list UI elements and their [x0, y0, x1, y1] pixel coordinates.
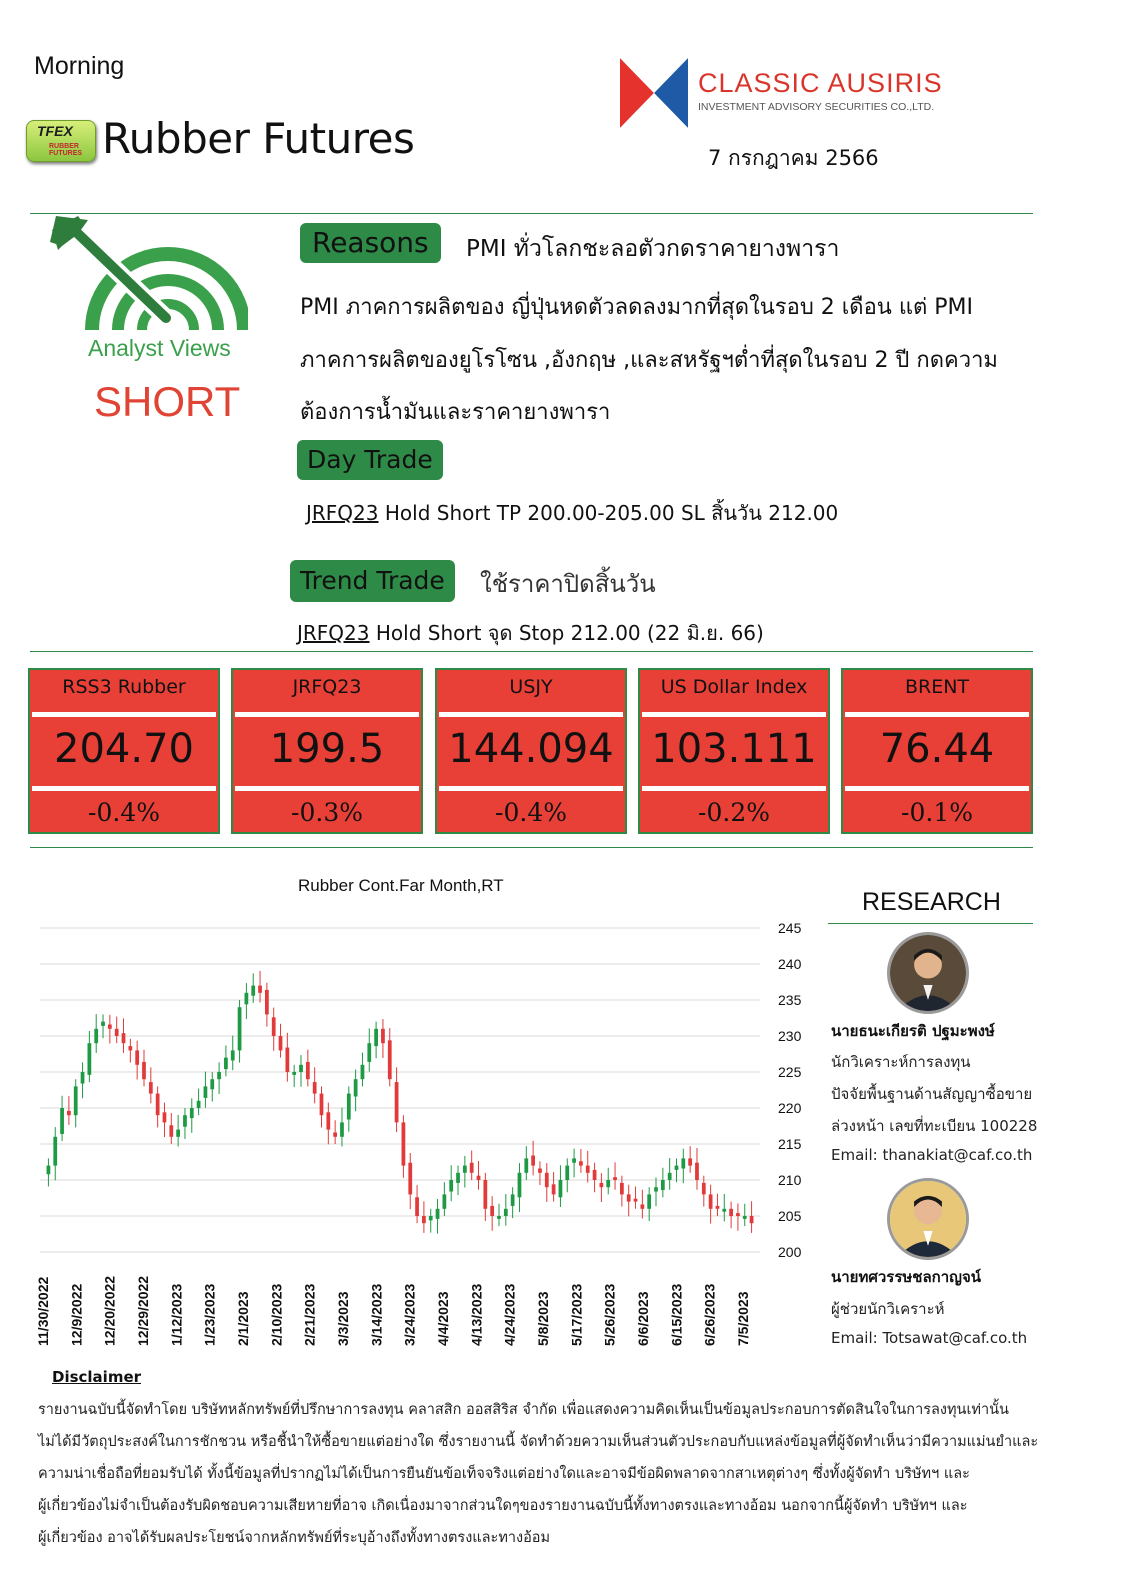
candle-body [149, 1082, 153, 1094]
x-tick-label: 7/5/2023 [735, 1291, 751, 1346]
candle-body [361, 1065, 365, 1079]
company-logo-icon [620, 58, 688, 128]
candle-body [456, 1173, 460, 1183]
candle-body [743, 1216, 747, 1219]
candle-body [654, 1187, 658, 1191]
quote-value: 204.70 [54, 726, 194, 772]
candle-body [442, 1194, 446, 1208]
candle-body [627, 1194, 631, 1201]
y-tick-label: 240 [778, 956, 802, 972]
quote-name: BRENT [904, 676, 970, 698]
candle-body [217, 1072, 221, 1079]
candle-body [340, 1122, 344, 1136]
quote-change: -0.2% [698, 798, 770, 827]
candle-body [477, 1176, 481, 1180]
researcher-name: นายธนะเกียรติ ปฐมะพงษ์ [831, 1022, 995, 1040]
card-separator [235, 786, 419, 791]
trend-trade-recommendation [297, 617, 764, 649]
trend-trade-note: ใช้ราคาปิดสิ้นวัน [480, 570, 656, 598]
candle-body [306, 1062, 310, 1079]
candle-body [299, 1065, 303, 1072]
candle-body [101, 1022, 105, 1026]
disclaimer-line: รายงานฉบับนี้จัดทำโดย บริษัทหลักทรัพย์ที่ปรึกษาการลงทุน คลาสสิก ออสสิริส จำกัด เพื่อแสดงความคิดเห็นเป็นข้อมูลประกอบการตัดสินใจในการลงทุนเท่านั้น [38, 1402, 1009, 1418]
candle-body [74, 1086, 78, 1115]
candle-body [87, 1043, 91, 1075]
quote-value: 199.5 [269, 726, 385, 772]
reason-headline: PMI ทั่วโลกชะลอตัวกดราคายางพารา [466, 236, 840, 262]
card-separator [845, 786, 1029, 791]
disclaimer-line: ผู้เกี่ยวข้องไม่จำเป็นต้องรับผิดชอบความเสียหายที่อาจ เกิดเนื่องมาจากส่วนใดๆของรายงานฉบับนี้ทั้งทางตรงและทางอ้อม นอกจากนี้ผู้จัดทำ บริษัทฯ และ [38, 1498, 968, 1514]
reason-line: ภาคการผลิตของยูโรโซน ,อังกฤษ ,และสหรัฐฯต่ำที่สุดในรอบ 2 ปี กดความ [300, 348, 998, 373]
x-tick-label: 12/29/2022 [135, 1275, 151, 1346]
candle-body [647, 1194, 651, 1208]
researcher-detail: ปัจจัยพื้นฐานด้านสัญญาซื้อขาย [831, 1085, 1033, 1103]
candle-body [272, 1017, 276, 1036]
x-tick-label: 2/1/2023 [235, 1291, 251, 1346]
quote-value: 76.44 [879, 726, 995, 772]
candle-body [668, 1173, 672, 1180]
candle-body [354, 1079, 358, 1096]
quote-change: -0.3% [291, 798, 363, 827]
quote-card-dollar-index [638, 668, 830, 834]
x-tick-label: 12/9/2022 [68, 1283, 85, 1346]
card-separator [439, 712, 623, 717]
disclaimer-line: ผู้เกี่ยวข้อง อาจได้รับผลประโยชน์จากหลักทรัพย์ที่ระบุอ้างถึงทั้งทางตรงและทางอ้อม [38, 1530, 551, 1546]
candle-body [320, 1094, 324, 1116]
reasons-tag: Reasons [300, 223, 441, 263]
candle-body [593, 1170, 597, 1180]
candle-body [156, 1094, 160, 1116]
quote-change: -0.1% [901, 798, 973, 827]
page-title: Rubber Futures [102, 114, 415, 163]
x-tick-label: 4/13/2023 [468, 1283, 485, 1346]
target-dart-icon [48, 210, 248, 338]
candle-body [197, 1101, 201, 1108]
card-separator [439, 786, 623, 791]
divider [30, 847, 1033, 848]
candle-body [436, 1209, 440, 1219]
candle-body [395, 1082, 399, 1122]
candle-body [279, 1036, 283, 1050]
x-tick-label: 4/24/2023 [501, 1283, 518, 1346]
candle-body [565, 1166, 569, 1180]
day-trade-recommendation [306, 497, 838, 529]
avatar [887, 1178, 969, 1260]
x-tick-label: 4/4/2023 [435, 1291, 451, 1346]
candle-body [497, 1216, 501, 1219]
candle-body [60, 1108, 64, 1134]
candle-body [463, 1166, 467, 1173]
quote-value: 103.111 [651, 726, 817, 772]
reason-line: PMI ภาคการผลิตของ ญี่ปุ่นหดตัวลดลงมากที่สุดในรอบ 2 เดือน แต่ PMI [300, 295, 974, 320]
company-name: CLASSIC AUSIRIS [698, 68, 943, 98]
candle-body [367, 1043, 371, 1062]
y-tick-label: 210 [778, 1172, 802, 1188]
candle-body [634, 1199, 638, 1202]
quote-name: RSS3 Rubber [62, 676, 186, 698]
candle-body [122, 1033, 126, 1043]
day-trade-symbol: JRFQ23 [306, 501, 379, 525]
candle-body [716, 1206, 720, 1209]
card-separator [32, 712, 216, 717]
researcher-email: Email: thanakiat@caf.co.th [831, 1146, 1033, 1164]
x-tick-label: 1/23/2023 [201, 1283, 218, 1346]
candle-body [695, 1163, 699, 1180]
candle-body [142, 1062, 146, 1079]
quote-change: -0.4% [495, 798, 567, 827]
candle-body [661, 1180, 665, 1190]
candle-body [292, 1072, 296, 1075]
tfex-logo-subtext: RUBBER FUTURES [49, 143, 83, 157]
candle-body [422, 1216, 426, 1223]
candle-body [285, 1048, 289, 1072]
tfex-logo [26, 120, 96, 162]
candle-body [47, 1166, 51, 1175]
company-subtitle: INVESTMENT ADVISORY SECURITIES CO.,LTD. [698, 101, 935, 113]
y-tick-label: 220 [778, 1100, 802, 1116]
candle-body [559, 1180, 563, 1197]
candle-body [94, 1029, 98, 1043]
quote-card-usjy [435, 668, 627, 834]
candle-body [640, 1204, 644, 1208]
researcher-detail: ผู้ช่วยนักวิเคราะห์ [831, 1300, 945, 1318]
quote-name: USJY [509, 676, 553, 698]
candle-body [600, 1183, 604, 1187]
x-tick-label: 5/8/2023 [535, 1291, 551, 1346]
x-tick-label: 1/12/2023 [168, 1283, 185, 1346]
candle-body [176, 1130, 180, 1137]
candle-body [470, 1163, 474, 1173]
y-tick-label: 215 [778, 1136, 802, 1152]
researcher-detail: ล่วงหน้า เลขที่ทะเบียน 100228 [831, 1117, 1038, 1135]
disclaimer-title: Disclaimer [52, 1368, 142, 1386]
divider [30, 651, 1033, 652]
candle-body [347, 1094, 351, 1120]
trend-trade-text: Hold Short จุด Stop 212.00 (22 มิ.ย. 66) [369, 621, 764, 645]
candle-body [613, 1177, 617, 1180]
candle-body [128, 1046, 132, 1050]
divider [828, 923, 1033, 924]
candle-body [552, 1184, 556, 1194]
x-tick-label: 5/17/2023 [568, 1283, 585, 1346]
candle-body [67, 1111, 71, 1115]
quote-change: -0.4% [88, 798, 160, 827]
x-tick-label: 11/30/2022 [35, 1276, 51, 1346]
candle-body [251, 986, 255, 996]
y-tick-label: 235 [778, 992, 802, 1008]
card-separator [642, 712, 826, 717]
candle-body [163, 1112, 167, 1122]
quote-name: JRFQ23 [292, 676, 362, 698]
quote-card-rss3 [28, 668, 220, 834]
candle-body [504, 1209, 508, 1216]
candle-body [190, 1108, 194, 1118]
candle-body [579, 1161, 583, 1165]
candle-body [511, 1194, 515, 1206]
candle-body [606, 1180, 610, 1187]
candle-body [204, 1086, 208, 1098]
candle-body [169, 1125, 173, 1137]
researcher-email: Email: Totsawat@caf.co.th [831, 1329, 1028, 1347]
candle-body [750, 1216, 754, 1223]
x-tick-label: 6/6/2023 [635, 1291, 651, 1346]
quote-card-brent [841, 668, 1033, 834]
candle-body [429, 1216, 433, 1220]
candle-body [518, 1173, 522, 1197]
candle-body [81, 1072, 85, 1084]
candle-body [258, 986, 262, 993]
report-date: 7 กรกฎาคม 2566 [708, 146, 879, 170]
candle-body [729, 1209, 733, 1216]
candle-body [326, 1112, 330, 1129]
x-tick-label: 3/24/2023 [401, 1283, 418, 1346]
researcher-name: นายทศวรรษชลกาญจน์ [831, 1268, 981, 1286]
card-separator [845, 712, 1029, 717]
candle-body [231, 1050, 235, 1060]
card-separator [642, 786, 826, 791]
candle-body [238, 1007, 242, 1050]
x-tick-label: 2/10/2023 [268, 1283, 285, 1346]
disclaimer-line: ไม่ได้มีวัตถุประสงค์ในการชักชวน หรือชี้นำให้ซื้อขายแต่อย่างใด ซึ่งรายงานนี้ จัดทำด้วยความเห็นส่วนตัวประกอบกับแหล่งข้อมูลที่ผู้จัดทำเห็นว่ามีความแม่นยำและ [38, 1434, 1039, 1450]
candle-body [688, 1158, 692, 1165]
candle-body [483, 1180, 487, 1209]
y-tick-label: 200 [778, 1244, 802, 1260]
candle-body [586, 1166, 590, 1173]
candle-body [545, 1173, 549, 1187]
candle-body [531, 1156, 535, 1166]
reason-line: ต้องการน้ำมันและราคายางพารา [300, 400, 611, 425]
candle-body [381, 1029, 385, 1043]
candle-body [245, 993, 249, 1005]
x-tick-label: 12/20/2022 [101, 1275, 118, 1346]
tfex-logo-text: TFEX [37, 123, 73, 139]
trend-trade-tag: Trend Trade [290, 560, 455, 602]
x-tick-label: 5/26/2023 [601, 1283, 618, 1346]
chart-title: Rubber Cont.Far Month,RT [298, 876, 504, 895]
candle-body [675, 1166, 679, 1170]
x-tick-label: 3/14/2023 [368, 1283, 385, 1346]
candle-body [388, 1040, 392, 1079]
candle-body [524, 1158, 528, 1172]
price-chart [0, 900, 830, 1360]
candle-body [490, 1206, 494, 1216]
candle-body [538, 1168, 542, 1172]
candle-body [135, 1050, 139, 1064]
candle-body [408, 1163, 412, 1195]
candle-body [681, 1158, 685, 1168]
day-trade-tag: Day Trade [297, 440, 443, 480]
quote-value: 144.094 [448, 726, 614, 772]
candle-body [265, 990, 269, 1014]
candle-body [449, 1180, 453, 1192]
analyst-views-label: Analyst Views [88, 335, 231, 361]
card-separator [32, 786, 216, 791]
y-tick-label: 245 [778, 920, 802, 936]
candle-body [183, 1115, 187, 1127]
x-tick-label: 2/21/2023 [301, 1283, 318, 1346]
research-title: RESEARCH [862, 888, 1001, 916]
trend-trade-symbol: JRFQ23 [297, 621, 370, 645]
candle-body [53, 1137, 57, 1166]
x-tick-label: 6/26/2023 [701, 1283, 718, 1346]
analyst-view-short: SHORT [94, 378, 241, 425]
y-tick-label: 230 [778, 1028, 802, 1044]
candle-body [709, 1194, 713, 1208]
disclaimer-line: ความน่าเชื่อถือที่ยอมรับได้ ทั้งนี้ข้อมูลที่ปรากฏไม่ได้เป็นการยืนยันข้อเท็จจริงแต่อย่างใดและอาจมีข้อผิดพลาดจากสาเหตุต่างๆ ซึ่งทั้งผู้จัดทำ บริษัทฯ และ [38, 1466, 970, 1482]
candle-body [108, 1024, 112, 1028]
candle-body [415, 1197, 419, 1216]
candle-body [224, 1058, 228, 1070]
candle-body [736, 1213, 740, 1216]
report-kicker: Morning [34, 52, 125, 80]
candle-body [620, 1183, 624, 1195]
candle-body [572, 1158, 576, 1162]
candle-body [313, 1082, 317, 1094]
candle-body [722, 1209, 726, 1212]
candle-body [210, 1079, 214, 1089]
x-tick-label: 3/3/2023 [335, 1291, 351, 1346]
card-separator [235, 712, 419, 717]
y-tick-label: 225 [778, 1064, 802, 1080]
candle-body [374, 1029, 378, 1046]
researcher-detail: นักวิเคราะห์การลงทุน [831, 1053, 971, 1071]
candle-body [402, 1122, 406, 1165]
candle-body [115, 1029, 119, 1036]
x-tick-label: 6/15/2023 [668, 1283, 685, 1346]
quote-name: US Dollar Index [660, 676, 808, 698]
candle-body [702, 1183, 706, 1195]
quote-card-jrfq23 [231, 668, 423, 834]
y-tick-label: 205 [778, 1208, 802, 1224]
day-trade-text: Hold Short TP 200.00-205.00 SL สิ้นวัน 212.00 [378, 501, 839, 525]
avatar [887, 932, 969, 1014]
candle-body [333, 1132, 337, 1136]
